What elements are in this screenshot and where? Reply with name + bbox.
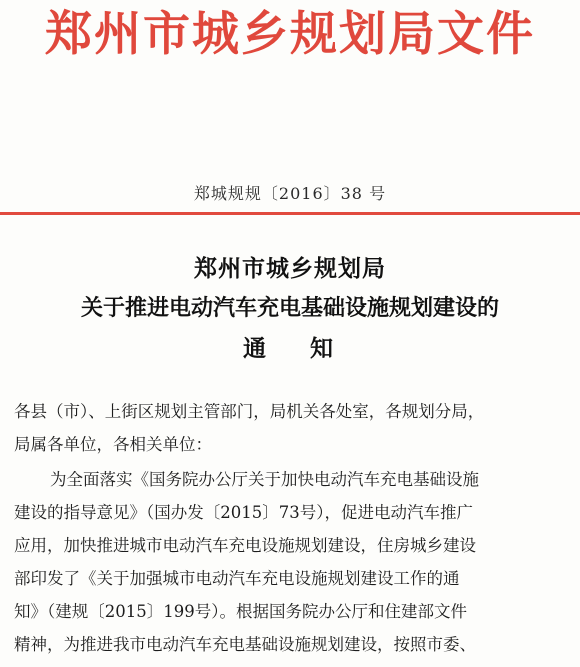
addressee-line-2: 局属各单位，各相关单位：	[14, 435, 212, 454]
masthead-title: 郑州市城乡规划局文件	[45, 7, 535, 62]
document-number: 郑城规规〔2016〕38 号	[193, 184, 387, 203]
notice-title-line-3: 通知	[243, 335, 377, 362]
body-line-6: 精神，为推进我市电动汽车充电基础设施规划建设，按照市委、	[14, 635, 476, 654]
body-line-4: 部印发了《关于加强城市电动汽车充电设施规划建设工作的通	[14, 569, 460, 588]
notice-title-line-1: 郑州市城乡规划局	[194, 255, 386, 282]
notice-title-line-2: 关于推进电动汽车充电基础设施规划建设的	[80, 295, 499, 321]
body-line-1: 为全面落实《国务院办公厅关于加快电动汽车充电基础设施	[50, 470, 479, 489]
body-line-3: 应用，加快推进城市电动汽车充电设施规划建设，住房城乡建设	[14, 536, 476, 555]
body-line-2: 建设的指导意见》（国办发〔2015〕73号），促进电动汽车推广	[14, 503, 473, 522]
red-separator-line	[0, 212, 580, 215]
addressee-line-1: 各县（市）、上街区规划主管部门，局机关各处室，各规划分局，	[14, 402, 485, 421]
body-line-5: 知》（建规〔2015〕199号）。根据国务院办公厅和住建部文件	[14, 602, 467, 621]
